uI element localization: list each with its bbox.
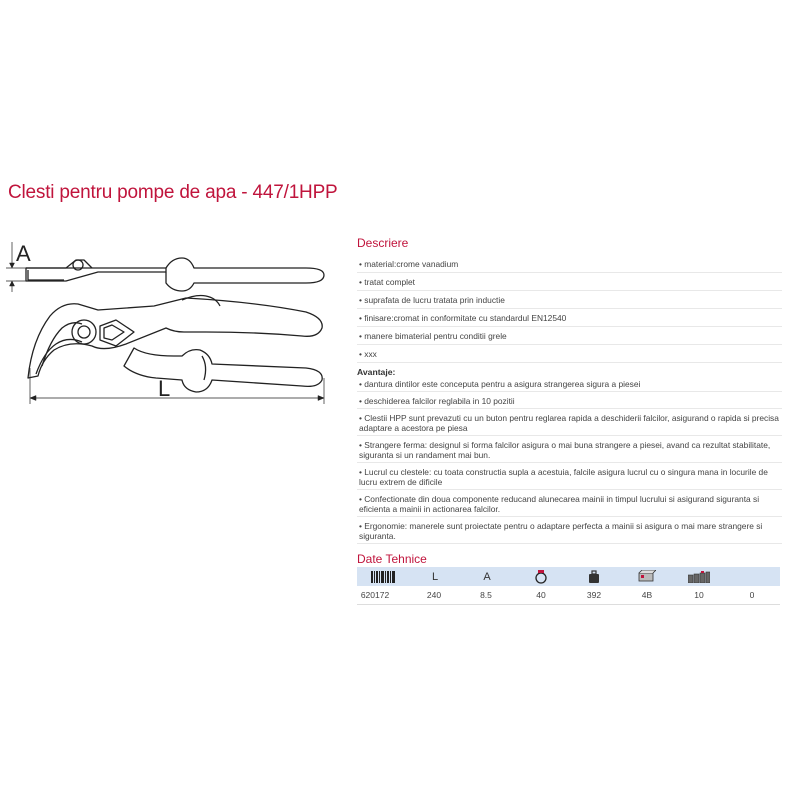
table-cell-extra: 0	[749, 590, 755, 600]
packaging-box-icon	[637, 569, 657, 584]
list-item: • Clestii HPP sunt prevazuti cu un buton pentru reglarea rapida a deschiderii falcilor, asigurand o rapida si precisa adaptare a acestora pe piesa	[357, 413, 782, 436]
tech-data-row	[357, 590, 780, 605]
table-cell-length: 240	[426, 590, 442, 600]
list-item: • Ergonomie: manerele sunt proiectate pentru o adaptare perfecta a mainii si asigura o mai mare strangere si siguranta.	[357, 521, 782, 544]
page-title: Clesti pentru pompe de apa - 447/1HPP	[8, 182, 338, 203]
list-item: • material:crome vanadium	[357, 259, 782, 273]
capacity-ring-icon	[532, 569, 550, 584]
list-item: • Confectionate din doua componente reducand alunecarea mainii in timpul lucrului si asigurand siguranta si eficienta a mainii in actionarea falcilor.	[357, 494, 782, 517]
table-cell-code: 620172	[360, 590, 390, 600]
pliers-technical-drawing	[6, 228, 342, 414]
dimension-l-label: L	[158, 376, 171, 401]
list-item: • tratat complet	[357, 277, 782, 291]
tech-header-row	[357, 567, 780, 586]
descriere-heading: Descriere	[357, 236, 409, 250]
list-item: • Strangere ferma: designul si forma falcilor asigura o mai buna strangere a piesei, avand ca rezultat stabilitate, siguranta si un randament mai bun.	[357, 440, 782, 463]
descriere-list	[357, 259, 782, 363]
tech-data-heading: Date Tehnice	[357, 552, 427, 566]
weight-icon	[585, 569, 603, 584]
table-cell-packaging: 4B	[641, 590, 653, 600]
a-header: A	[483, 570, 491, 583]
list-item: • manere bimaterial pentru conditii grele	[357, 331, 782, 345]
list-item: • Lucrul cu clestele: cu toata constructia supla a acestuia, falcile asigura lucrul cu o singura mana in locurile de lucru extrem de dificile	[357, 467, 782, 490]
table-cell-capacity: 40	[536, 590, 546, 600]
avantaje-list	[357, 379, 782, 544]
list-item: • finisare:cromat in conformitate cu standardul EN12540	[357, 313, 782, 327]
list-item: • deschiderea falcilor reglabila in 10 pozitii	[357, 396, 782, 409]
avantaje-heading: Avantaje:	[357, 367, 396, 377]
table-cell-a: 8.5	[480, 590, 492, 600]
table-cell-weight: 392	[586, 590, 602, 600]
description-panel	[357, 236, 782, 548]
list-item: • dantura dintilor este conceputa pentru a asigura strangerea sigura a piesei	[357, 379, 782, 392]
package-quantity-icon	[687, 569, 711, 584]
barcode-icon	[369, 569, 397, 584]
length-header: L	[431, 570, 439, 583]
table-cell-package-qty: 10	[694, 590, 704, 600]
list-item: • xxx	[357, 349, 782, 363]
list-item: • suprafata de lucru tratata prin inductie	[357, 295, 782, 309]
dimension-a-label: A	[16, 241, 31, 266]
